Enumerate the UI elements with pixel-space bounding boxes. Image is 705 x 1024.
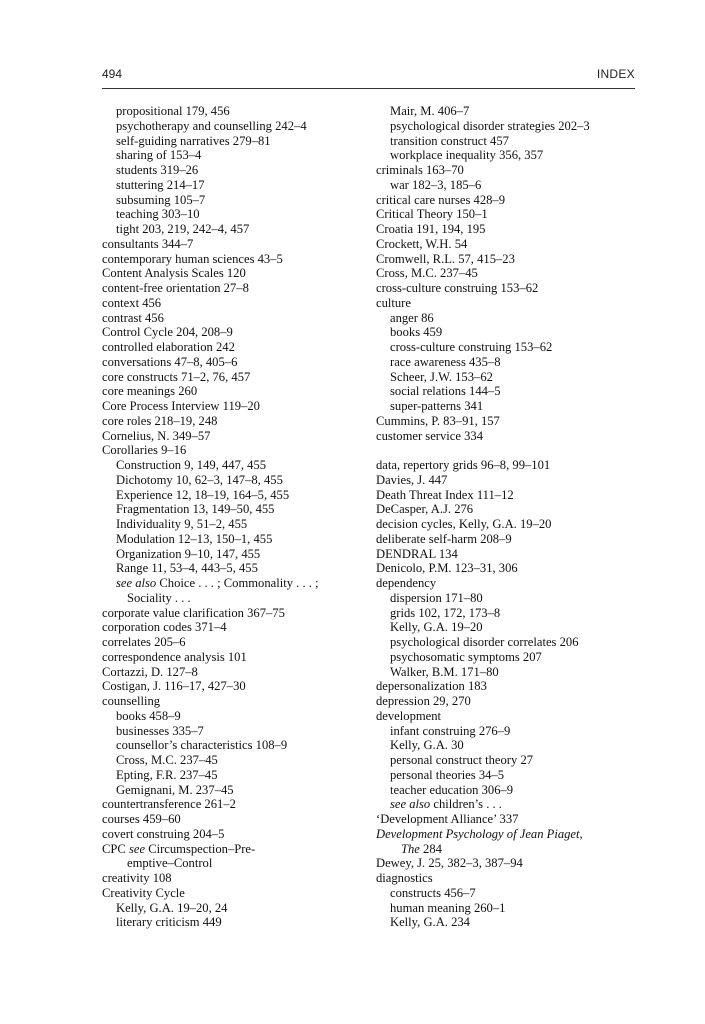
entry-text: books 459 [390,325,443,340]
index-entry [376,532,638,547]
index-subentry [102,119,364,134]
entry-text: infant construing 276–9 [390,723,511,738]
index-subentry [376,399,638,414]
header-rule [102,88,635,89]
index-entry [376,252,638,267]
index-entry [102,650,364,665]
entry-text: CPC [102,841,129,856]
entry-text: subsuming 105–7 [116,192,206,207]
entry-text: deliberate self-harm 208–9 [376,531,512,546]
index-entry [102,635,364,650]
entry-text: consultants 344–7 [102,236,194,251]
index-entry [102,842,364,857]
index-entry [102,311,364,326]
entry-text: children’s . . . [430,797,502,812]
index-entry [102,281,364,296]
index-subentry [102,458,364,473]
entry-text: Costigan, J. 116–17, 427–30 [102,679,246,694]
entry-text: Corollaries 9–16 [102,443,187,458]
index-entry [102,443,364,458]
section-gap [376,443,638,458]
entry-text: DeCasper, A.J. 276 [376,502,474,517]
entry-text: Cummins, P. 83–91, 157 [376,413,500,428]
index-entry [376,296,638,311]
index-subentry [102,724,364,739]
entry-text: depersonalization 183 [376,679,487,694]
entry-text: psychotherapy and counselling 242–4 [116,118,307,133]
entry-text: Critical Theory 150–1 [376,207,488,222]
index-subentry [102,591,364,606]
page-number: 494 [102,67,123,81]
index-entry [376,679,638,694]
entry-text: self-guiding narratives 279–81 [116,133,271,148]
index-subentry [102,517,364,532]
entry-text: Death Threat Index 111–12 [376,487,514,502]
entry-text: Organization 9–10, 147, 455 [116,546,261,561]
index-entry [102,325,364,340]
entry-text: Control Cycle 204, 208–9 [102,325,233,340]
index-subentry [376,148,638,163]
entry-text: Creativity Cycle [102,885,185,900]
index-subentry [376,178,638,193]
index-subentry [376,606,638,621]
entry-text: Development Psychology of Jean Piaget, [376,826,583,841]
index-subentry [376,650,638,665]
entry-text: sharing of 153–4 [116,148,202,163]
entry-text: see also [116,576,157,590]
index-subentry [102,222,364,237]
index-subentry [102,207,364,222]
index-subentry [102,915,364,930]
entry-text: businesses 335–7 [116,723,204,738]
entry-text: corporation codes 371–4 [102,620,227,635]
index-subentry [102,104,364,119]
index-entry [102,237,364,252]
entry-text: Cortazzi, D. 127–8 [102,664,198,679]
entry-text: criminals 163–70 [376,163,464,177]
index-subentry [102,576,364,591]
index-entry [102,620,364,635]
entry-text: covert construing 204–5 [102,826,225,841]
entry-text: human meaning 260–1 [390,900,506,915]
index-subentry [376,797,638,812]
entry-text: personal theories 34–5 [390,767,505,782]
index-entry [102,797,364,812]
index-subentry [102,738,364,753]
entry-text: Kelly, G.A. 19–20, 24 [116,900,228,915]
entry-text: grids 102, 172, 173–8 [390,605,501,620]
entry-text: countertransference 261–2 [102,797,236,812]
index-subentry [376,119,638,134]
entry-text: Fragmentation 13, 149–50, 455 [116,502,275,517]
index-subentry [376,665,638,680]
entry-text: teacher education 306–9 [390,782,514,797]
entry-text: Mair, M. 406–7 [390,104,470,118]
index-entry [376,281,638,296]
entry-text: critical care nurses 428–9 [376,192,506,207]
index-subentry [376,355,638,370]
index-subentry [376,738,638,753]
index-entry [376,502,638,517]
index-subentry [102,178,364,193]
entry-text: contrast 456 [102,310,164,325]
index-subentry [102,768,364,783]
index-subentry [376,915,638,930]
index-subentry [376,724,638,739]
index-entry [376,488,638,503]
entry-text: counsellor’s characteristics 108–9 [116,738,288,753]
entry-text: contemporary human sciences 43–5 [102,251,283,266]
entry-text: psychosomatic symptoms 207 [390,649,542,664]
entry-text: Range 11, 53–4, 443–5, 455 [116,561,258,576]
entry-text: ‘Development Alliance’ 337 [376,812,519,826]
entry-text: war 182–3, 185–6 [390,177,482,192]
index-subentry [102,547,364,562]
index-entry [376,709,638,724]
index-subentry [376,901,638,916]
index-entry [102,370,364,385]
entry-text: courses 459–60 [102,812,181,826]
index-subentry [376,325,638,340]
index-entry [102,296,364,311]
entry-text: psychological disorder correlates 206 [390,635,579,649]
index-entry [376,561,638,576]
entry-text: correspondence analysis 101 [102,649,247,664]
index-subentry [376,635,638,650]
index-entry [102,429,364,444]
index-entry [376,237,638,252]
entry-text: Choice . . . ; Commonality . . . ; [156,576,319,590]
entry-text: 284 [419,841,442,856]
index-entry [376,429,638,444]
entry-text: emptive–Control [127,856,213,871]
entry-text: Kelly, G.A. 30 [390,738,464,753]
index-subentry [376,591,638,606]
entry-text: psychological disorder strategies 202–3 [390,118,590,133]
index-entry [376,547,638,562]
entry-text: social relations 144–5 [390,384,501,399]
entry-text: Cross, M.C. 237–45 [376,266,478,281]
entry-text: Epting, F.R. 237–45 [116,767,218,782]
index-subentry [376,753,638,768]
index-entry [102,606,364,621]
index-subentry [376,842,638,857]
entry-text: literary criticism 449 [116,915,222,930]
entry-text: Modulation 12–13, 150–1, 455 [116,531,273,546]
entry-text: tight 203, 219, 242–4, 457 [116,222,250,236]
entry-text: Cromwell, R.L. 57, 415–23 [376,251,515,266]
index-subentry [376,620,638,635]
index-subentry [102,502,364,517]
index-entry [376,414,638,429]
index-entry [102,384,364,399]
entry-text: Croatia 191, 194, 195 [376,222,486,236]
entry-text: Individuality 9, 51–2, 455 [116,517,248,531]
entry-text: cross-culture construing 153–62 [390,340,553,354]
entry-text: data, repertory grids 96–8, 99–101 [376,458,551,472]
entry-text: diagnostics [376,871,433,885]
index-subentry [102,753,364,768]
index-entry [102,812,364,827]
index-entry [376,576,638,591]
index-subentry [376,768,638,783]
index-subentry [102,488,364,503]
index-entry [376,856,638,871]
index-entry [376,222,638,237]
index-entry [376,812,638,827]
index-column-left [102,104,364,930]
entry-text: students 319–26 [116,163,199,177]
entry-text: see [128,841,146,856]
index-subentry [102,193,364,208]
entry-text: race awareness 435–8 [390,354,501,369]
entry-text: counselling [102,694,161,708]
index-entry [376,207,638,222]
entry-text: cross-culture construing 153–62 [376,281,539,295]
index-subentry [102,134,364,149]
entry-text: dependency [376,576,437,590]
index-entry [376,266,638,281]
index-subentry [102,709,364,724]
index-subentry [376,340,638,355]
entry-text: super-patterns 341 [390,399,484,413]
entry-text: core constructs 71–2, 76, 457 [102,369,251,384]
index-entry [102,414,364,429]
entry-text: constructs 456–7 [390,885,476,900]
index-subentry [376,370,638,385]
index-subentry [102,561,364,576]
entry-text: core meanings 260 [102,384,198,399]
entry-text: corporate value clarification 367–75 [102,605,285,620]
entry-text: conversations 47–8, 405–6 [102,354,238,369]
entry-text: content-free orientation 27–8 [102,281,249,295]
entry-text: Gemignani, M. 237–45 [116,782,234,797]
entry-text: correlates 205–6 [102,635,186,649]
entry-text: The [401,841,420,856]
index-subentry [376,384,638,399]
entry-text: Dewey, J. 25, 382–3, 387–94 [376,856,523,871]
entry-text: workplace inequality 356, 357 [390,148,544,163]
entry-text: Kelly, G.A. 19–20 [390,620,483,635]
index-entry [102,886,364,901]
index-entry [102,340,364,355]
entry-text: Davies, J. 447 [376,472,448,487]
index-column-right [376,104,638,930]
entry-text: Sociality . . . [127,590,191,605]
index-subentry [102,532,364,547]
index-subentry [102,163,364,178]
index-entry [102,399,364,414]
entry-text: core roles 218–19, 248 [102,413,218,428]
index-entry [102,679,364,694]
index-subentry [376,134,638,149]
entry-text: Cornelius, N. 349–57 [102,428,211,443]
index-entry [102,665,364,680]
entry-text: anger 86 [390,310,434,325]
running-head: INDEX [596,67,635,81]
index-subentry [102,148,364,163]
entry-text: dispersion 171–80 [390,590,483,605]
index-entry [376,871,638,886]
entry-text: decision cycles, Kelly, G.A. 19–20 [376,517,552,531]
index-entry [376,163,638,178]
entry-text: Content Analysis Scales 120 [102,266,246,281]
page-header [102,67,635,87]
index-subentry [102,901,364,916]
entry-text: Circumspection–Pre- [145,841,256,856]
entry-text: Walker, B.M. 171–80 [390,664,499,679]
index-entry [102,355,364,370]
index-subentry [376,783,638,798]
entry-text: context 456 [102,295,162,310]
entry-text: development [376,708,442,723]
entry-text: Scheer, J.W. 153–62 [390,369,493,384]
index-entry [376,458,638,473]
index-entry [376,473,638,488]
index-entry [102,252,364,267]
index-subentry [376,104,638,119]
index-entry [102,694,364,709]
index-entry [102,266,364,281]
entry-text: DENDRAL 134 [376,546,458,561]
entry-text: see also [390,797,431,812]
entry-text: depression 29, 270 [376,694,471,708]
entry-text: teaching 303–10 [116,207,200,222]
entry-text: propositional 179, 456 [116,104,230,118]
index-subentry [376,886,638,901]
entry-text: stuttering 214–17 [116,177,205,192]
entry-text: books 458–9 [116,708,181,723]
entry-text: creativity 108 [102,871,172,885]
index-entry [376,193,638,208]
entry-text: Cross, M.C. 237–45 [116,753,218,767]
entry-text: Experience 12, 18–19, 164–5, 455 [116,487,290,502]
entry-text: culture [376,295,411,310]
index-entry [376,517,638,532]
entry-text: controlled elaboration 242 [102,340,235,354]
entry-text: Crockett, W.H. 54 [376,236,468,251]
entry-text: transition construct 457 [390,133,509,148]
index-subentry [376,311,638,326]
index-subentry [102,856,364,871]
index-entry [102,871,364,886]
index-entry [376,827,638,842]
entry-text: Construction 9, 149, 447, 455 [116,458,267,472]
index-subentry [102,473,364,488]
entry-text: Core Process Interview 119–20 [102,399,260,413]
index-subentry [102,783,364,798]
index-entry [376,694,638,709]
entry-text: Kelly, G.A. 234 [390,915,470,930]
entry-text: customer service 334 [376,428,484,443]
entry-text: Denicolo, P.M. 123–31, 306 [376,561,518,576]
index-entry [102,827,364,842]
entry-text: Dichotomy 10, 62–3, 147–8, 455 [116,472,283,487]
entry-text: personal construct theory 27 [390,753,534,767]
